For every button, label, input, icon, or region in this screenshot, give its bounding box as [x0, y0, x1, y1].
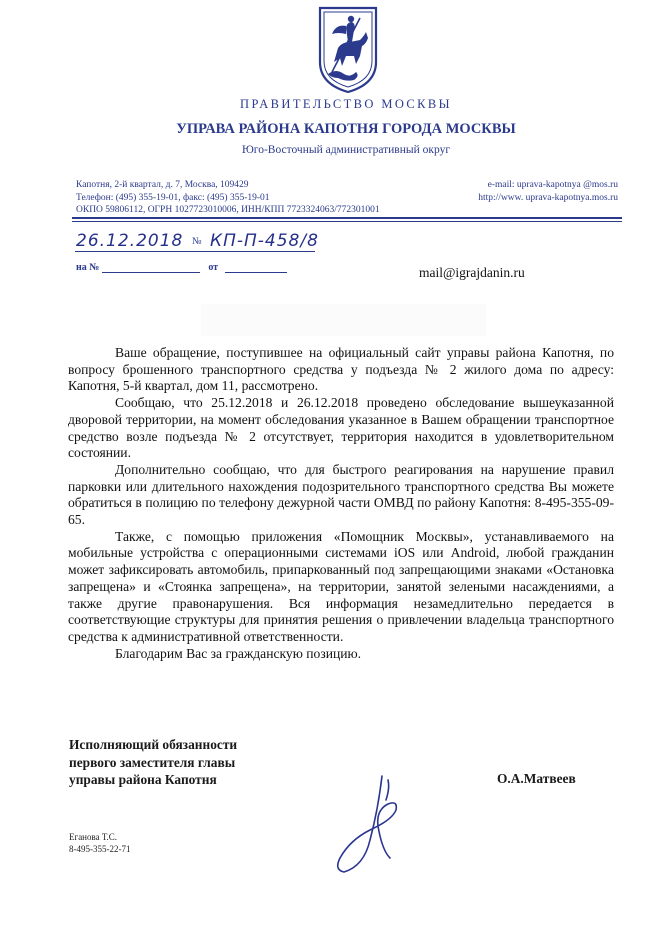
- reference-date-label: от: [208, 262, 219, 273]
- reference-date-blank: [225, 262, 287, 273]
- registration-number-label: №: [192, 236, 202, 247]
- signatory-title-line: первого заместителя главы: [69, 754, 236, 770]
- registration-number: КП-П-458/8: [210, 231, 319, 251]
- body-paragraph: Благодарим Вас за гражданскую позицию.: [115, 645, 362, 661]
- handwritten-signature: [330, 770, 420, 880]
- address-line: Капотня, 2-й квартал, д. 7, Москва, 109429: [76, 180, 249, 190]
- email-line: e-mail: uprava-kapotnya @mos.ru: [487, 180, 618, 190]
- website-line: http://www. uprava-kapotnya.mos.ru: [478, 192, 618, 203]
- reference-number-blank: [102, 262, 200, 273]
- registration-date: 26.12.2018: [76, 231, 184, 251]
- signatory-name: О.А.Матвеев: [497, 771, 576, 786]
- contacts-block-left: [76, 179, 380, 217]
- phone-line: Телефон: (495) 355-19-01, факс: (495) 355-19-01: [76, 192, 270, 203]
- government-heading: ПРАВИТЕЛЬСТВО МОСКВЫ: [240, 97, 452, 111]
- signatory-title-line: Исполняющий обязанности: [69, 737, 238, 752]
- moscow-coat-of-arms-icon: [316, 4, 380, 94]
- executor-block: [69, 831, 131, 855]
- registration-underline: [75, 251, 315, 252]
- header-rule-thin: [72, 221, 622, 222]
- signatory-title-line: управы района Капотня: [69, 772, 217, 787]
- header-rule-thick: [72, 217, 622, 219]
- body-paragraph: Дополнительно сообщаю, что для быстрого реагирования на нарушение правил парковки или длительного нахождения подозрительного транспортного средства Вы можете обратиться в полицию по телефону дежурной части ОМВД по району Капотня: 8-495-355-09-65.: [68, 461, 614, 528]
- contacts-block-right: [478, 179, 618, 204]
- body-paragraph: Ваше обращение, поступившее на официальный сайт управы района Капотня, по вопросу брошенного транспортного средства у подъезда № 2 жилого дома по адресу: Капотня, 5-й квартал, дом 11, рассмотрено.: [68, 345, 614, 394]
- body-paragraph: Также, с помощью приложения «Помощник Москвы», устанавливаемого на мобильные устройства с операционными системами iOS или Android, любой гражданин может зафиксировать автомобиль, припаркованный под запрещающими знаками «Остановка запрещена» и «Стоянка запрещена», на территории, занятой зелеными насаждениями, а также другие правонарушения. Вся информация незамедлительно передается в соответствующие структуры для принятия решения о привлечении владельца транспортного средства к административной ответственности.: [68, 528, 614, 644]
- signatory-title: [69, 736, 237, 789]
- reference-number-label: на №: [76, 262, 100, 273]
- redacted-area: [201, 304, 486, 336]
- organization-heading: УПРАВА РАЙОНА КАПОТНЯ ГОРОДА МОСКВЫ: [176, 121, 516, 137]
- executor-name: Еганова Т.С.: [69, 832, 117, 842]
- executor-phone: 8-495-355-22-71: [69, 844, 131, 854]
- reference-line: [76, 262, 287, 273]
- codes-line: ОКПО 59806112, ОГРН 1027723010006, ИНН/КПП 7723324063/772301001: [76, 205, 380, 215]
- body-paragraph: Сообщаю, что 25.12.2018 и 26.12.2018 проведено обследование вышеуказанной дворовой территории, на момент обследования указанное в Вашем обращении транспортное средство возле подъезда № 2 отсутствует, территория находится в удовлетворительном состоянии.: [68, 395, 614, 461]
- district-heading: Юго-Восточный административный округ: [241, 144, 451, 156]
- recipient-email: mail@igrajdanin.ru: [419, 265, 525, 280]
- letter-body: [68, 345, 614, 662]
